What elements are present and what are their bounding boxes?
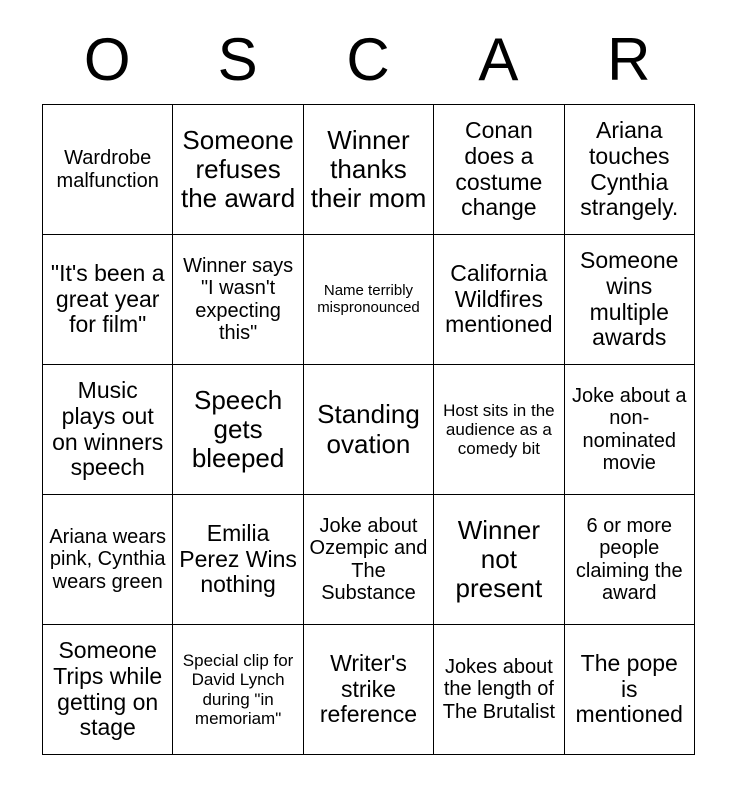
bingo-row: [43, 495, 695, 625]
bingo-cell[interactable]: Writer's strike reference: [303, 625, 433, 755]
bingo-cell[interactable]: Special clip for David Lynch during "in memoriam": [173, 625, 303, 755]
bingo-cell[interactable]: Host sits in the audience as a comedy bit: [434, 365, 564, 495]
bingo-cell[interactable]: California Wildfires mentioned: [434, 235, 564, 365]
bingo-cell[interactable]: Winner thanks their mom: [303, 105, 433, 235]
bingo-cell[interactable]: Joke about Ozempic and The Substance: [303, 495, 433, 625]
bingo-cell[interactable]: Someone Trips while getting on stage: [43, 625, 173, 755]
bingo-cell[interactable]: Name terribly mispronounced: [303, 235, 433, 365]
bingo-cell[interactable]: Music plays out on winners speech: [43, 365, 173, 495]
bingo-cell[interactable]: "It's been a great year for film": [43, 235, 173, 365]
header-letter-a: A: [478, 26, 519, 93]
bingo-grid-wrapper: [42, 104, 694, 755]
header-letter-s: S: [217, 26, 258, 93]
header-letter-r: R: [607, 26, 651, 93]
bingo-cell[interactable]: Someone refuses the award: [173, 105, 303, 235]
bingo-cell[interactable]: Standing ovation: [303, 365, 433, 495]
bingo-cell[interactable]: Emilia Perez Wins nothing: [173, 495, 303, 625]
bingo-cell[interactable]: Winner not present: [434, 495, 564, 625]
bingo-cell[interactable]: Speech gets bleeped: [173, 365, 303, 495]
bingo-header: [42, 0, 694, 94]
bingo-cell[interactable]: Joke about a non-nominated movie: [564, 365, 694, 495]
bingo-row: [43, 235, 695, 365]
bingo-cell[interactable]: Ariana touches Cynthia strangely.: [564, 105, 694, 235]
bingo-cell[interactable]: Wardrobe malfunction: [43, 105, 173, 235]
header-letter-c: C: [346, 26, 390, 93]
bingo-cell[interactable]: 6 or more people claiming the award: [564, 495, 694, 625]
bingo-cell[interactable]: Conan does a costume change: [434, 105, 564, 235]
header-letter-o: O: [83, 26, 131, 93]
bingo-row: [43, 365, 695, 495]
bingo-cell[interactable]: Someone wins multiple awards: [564, 235, 694, 365]
bingo-cell[interactable]: Winner says "I wasn't expecting this": [173, 235, 303, 365]
bingo-cell[interactable]: The pope is mentioned: [564, 625, 694, 755]
bingo-cell[interactable]: Ariana wears pink, Cynthia wears green: [43, 495, 173, 625]
bingo-cell[interactable]: Jokes about the length of The Brutalist: [434, 625, 564, 755]
bingo-row: [43, 105, 695, 235]
bingo-grid: [42, 104, 695, 755]
bingo-row: [43, 625, 695, 755]
